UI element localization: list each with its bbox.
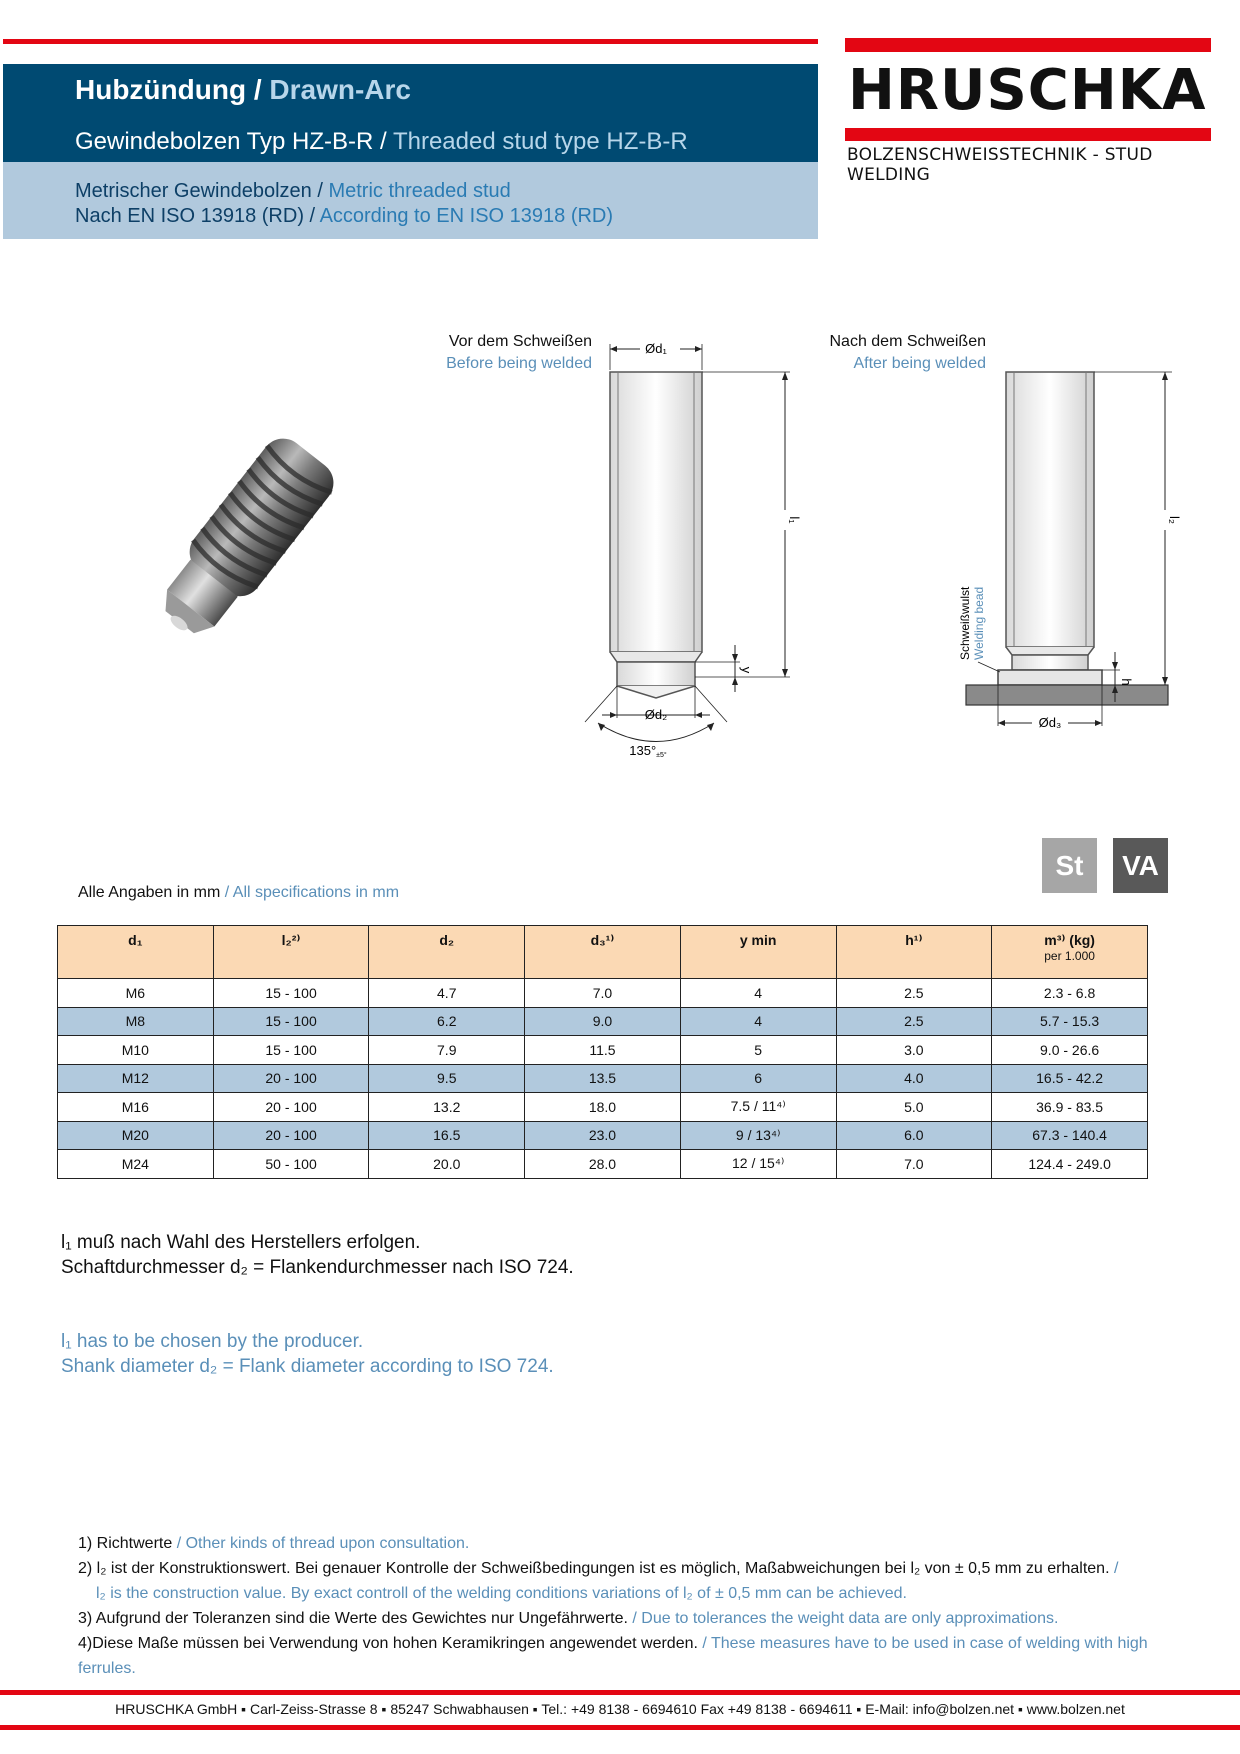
welding-bead <box>998 670 1102 685</box>
notes-german: l₁ muß nach Wahl des Herstellers erfolgen. Schaftdurchmesser d₂ = Flankendurchmesser nach ISO 724. <box>61 1232 574 1278</box>
table-row: M8 15 - 100 6.2 9.0 4 2.5 5.7 - 15.3 <box>58 1007 1148 1036</box>
units-note: Alle Angaben in mm / All specifications in mm <box>78 884 400 901</box>
header-info-band <box>3 162 818 239</box>
d2-label: Ød₂ <box>644 707 668 722</box>
page-subtitle: Gewindebolzen Typ HZ-B-R / Threaded stud type HZ-B-R <box>75 128 688 155</box>
standard-line-2: Nach EN ISO 13918 (RD) / According to EN ISO 13918 (RD) <box>75 205 614 227</box>
d1-label: Ød₁ <box>645 341 667 356</box>
table-row: M24 50 - 100 20.0 28.0 12 / 15⁴⁾ 7.0 124.4 - 249.0 <box>58 1150 1148 1179</box>
col-header-d1: d₁ <box>58 926 214 979</box>
angle-label: 135°±5° <box>629 743 667 759</box>
base-plate <box>966 685 1168 705</box>
notes-english: l₁ has to be chosen by the producer. Shank diameter d₂ = Flank diameter according to ISO 724. <box>61 1331 554 1377</box>
footer-contact: HRUSCHKA GmbH ▪ Carl-Zeiss-Strasse 8 ▪ 85247 Schwabhausen ▪ Tel.: +49 8138 - 6694610 Fax +49 8138 - 6694611 ▪ E-Mail: info@bolzen.net ▪ www.bolzen.net <box>115 1701 1125 1717</box>
y-label: y <box>739 666 754 674</box>
logo-rule-top <box>845 38 1211 52</box>
header-band <box>3 64 818 162</box>
col-header-mass: m³⁾ (kg) per 1.000 <box>992 926 1148 979</box>
l2-label: l₂ <box>1167 516 1182 524</box>
table-row: M12 20 - 100 9.5 13.5 6 4.0 16.5 - 42.2 <box>58 1064 1148 1093</box>
logo-tagline: BOLZENSCHWEISSTECHNIK - STUD WELDING <box>847 145 1153 185</box>
table-header-row <box>58 926 1148 979</box>
before-welding-diagram <box>590 330 810 770</box>
bead-label-en: Welding bead <box>972 586 986 660</box>
after-label: Nach dem Schweißen After being welded <box>829 333 986 372</box>
footer-rule-top <box>0 1690 1240 1695</box>
material-badge-steel: St <box>1042 838 1097 893</box>
col-header-l2: l₂²⁾ <box>213 926 369 979</box>
company-logo: HRUSCHKA <box>848 58 1207 123</box>
l1-label: l₁ <box>787 516 802 524</box>
before-label: Vor dem Schweißen Before being welded <box>446 333 592 372</box>
table-row: M16 20 - 100 13.2 18.0 7.5 / 11⁴⁾ 5.0 36.9 - 83.5 <box>58 1093 1148 1122</box>
col-header-d2: d₂ <box>369 926 525 979</box>
table-row: M6 15 - 100 4.7 7.0 4 2.5 2.3 - 6.8 <box>58 979 1148 1008</box>
after-welding-diagram <box>950 330 1180 740</box>
table-row: M20 20 - 100 16.5 23.0 9 / 13⁴⁾ 6.0 67.3 - 140.4 <box>58 1121 1148 1150</box>
footnote-3: 3) Aufgrund der Toleranzen sind die Werte des Gewichtes nur Ungefährwerte. / Due to tolerances the weight data are only approximations. <box>78 1610 1059 1627</box>
stud-photo <box>120 420 360 670</box>
top-rule-left <box>3 39 818 44</box>
col-header-h: h¹⁾ <box>836 926 992 979</box>
footnote-4: 4)Diese Maße müssen bei Verwendung von hohen Keramikringen angewendet werden. / These measures have to be used in case of welding with high ferrules. <box>78 1635 1148 1677</box>
footnotes <box>78 1531 1203 1681</box>
col-header-d3: d₃¹⁾ <box>525 926 681 979</box>
h-label: h <box>1119 678 1134 686</box>
specification-table <box>57 925 1148 1179</box>
table-row: M10 15 - 100 7.9 11.5 5 3.0 9.0 - 26.6 <box>58 1036 1148 1065</box>
d3-label: Ød₃ <box>1038 715 1062 730</box>
stud-shank <box>610 372 702 652</box>
page-title: Hubzündung / Drawn-Arc <box>75 74 411 105</box>
footnote-2-en: l₂ is the construction value. By exact controll of the welding conditions variations of l₂ of ± 0,5 mm can be achieved. <box>96 1585 907 1602</box>
welded-stud-shank <box>1006 372 1094 647</box>
footnote-1: 1) Richtwerte / Other kinds of thread upon consultation. <box>78 1535 470 1552</box>
bead-label-de: Schweißwulst <box>958 586 972 660</box>
standard-line-1: Metrischer Gewindebolzen / Metric threaded stud <box>75 180 511 202</box>
material-badge-stainless: VA <box>1113 838 1168 893</box>
logo-rule-bottom <box>845 128 1211 141</box>
col-header-y: y min <box>680 926 836 979</box>
footer-rule-bottom <box>0 1725 1240 1730</box>
footnote-2: 2) l₂ ist der Konstruktionswert. Bei genauer Kontrolle der Schweißbedingungen ist es möglich, Maßabweichungen bei l₂ von ± 0,5 mm zu erhalten. / <box>78 1560 1119 1577</box>
